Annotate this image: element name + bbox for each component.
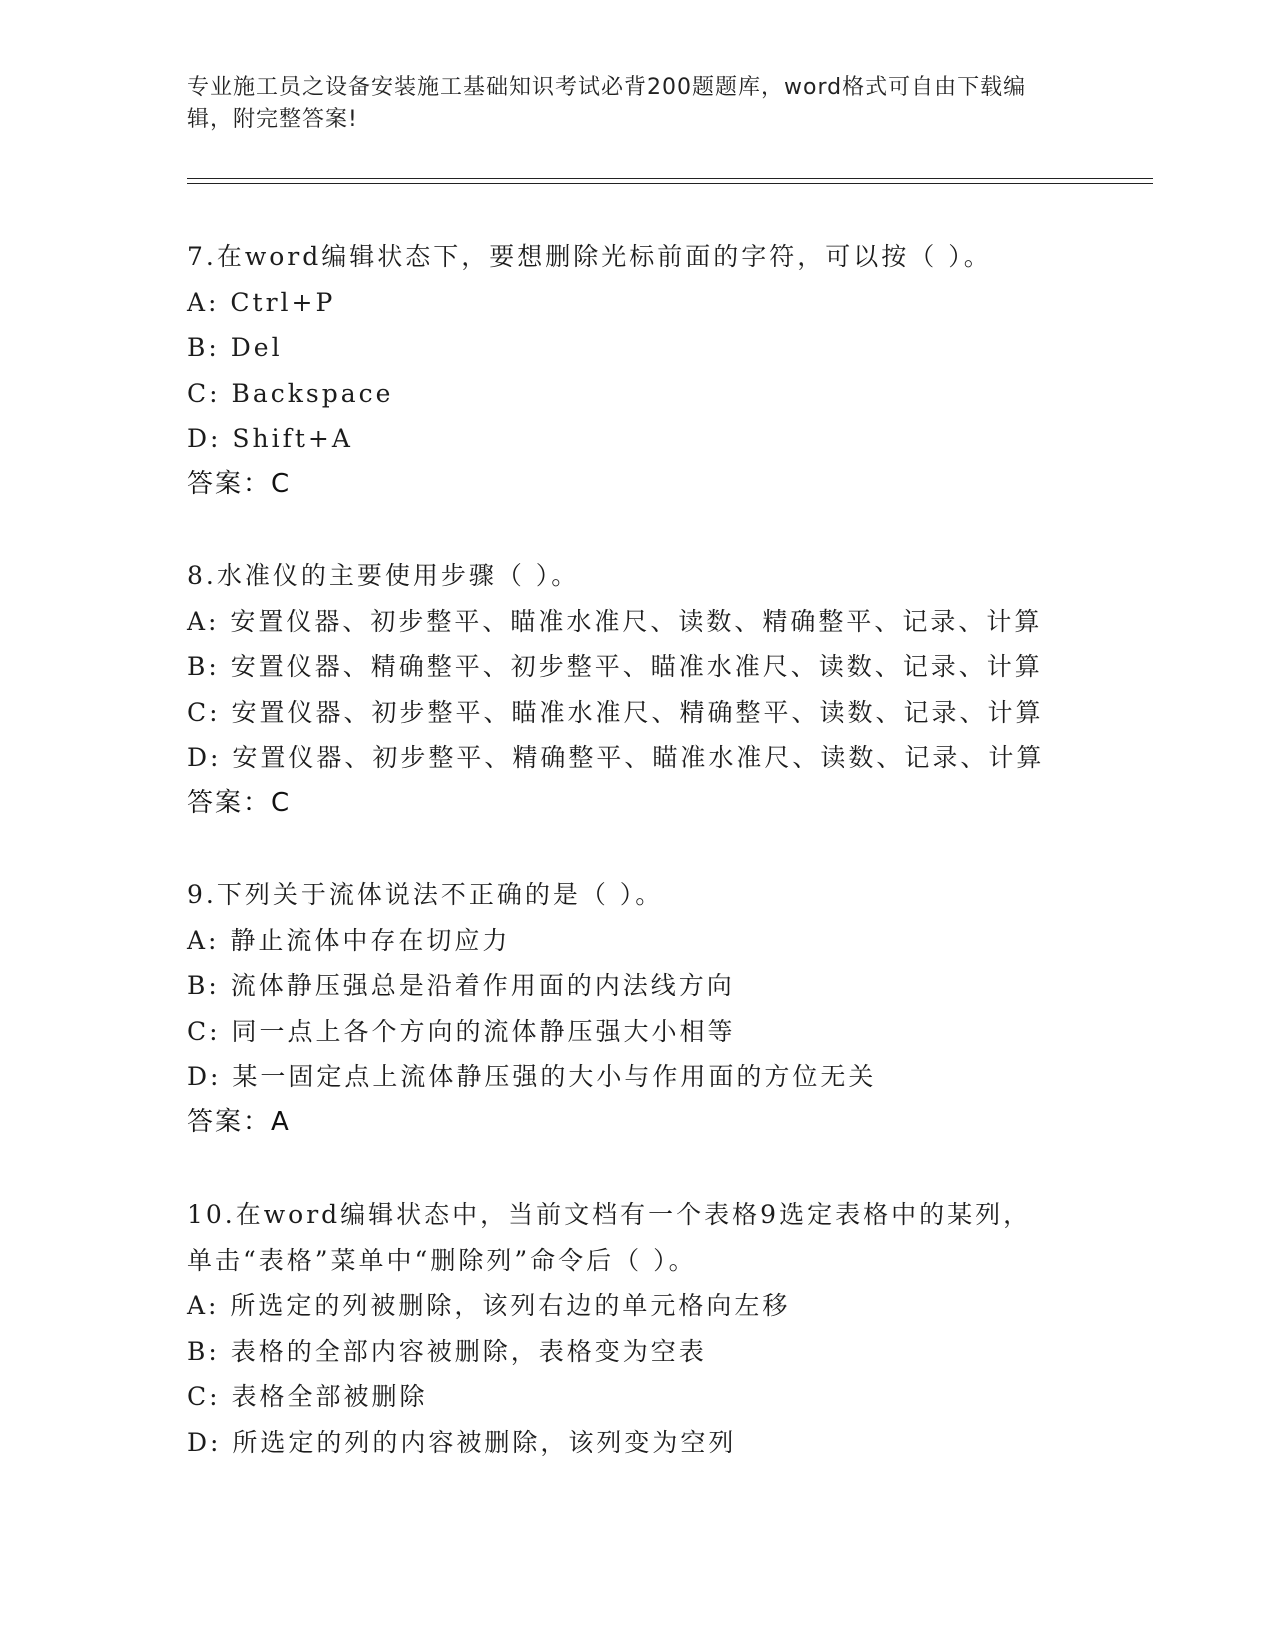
question-9 [187, 872, 1087, 1144]
option-b: B: 流体静压强总是沿着作用面的内法线方向 [187, 971, 735, 1000]
question-7 [187, 234, 1087, 506]
question-stem: 9.下列关于流体说法不正确的是（ ）。 [187, 880, 664, 909]
option-b: B: 表格的全部内容被删除，表格变为空表 [187, 1336, 707, 1366]
option-a: A: 所选定的列被删除，该列右边的单元格向左移 [187, 1291, 791, 1320]
answer: 答案：A [187, 1106, 291, 1137]
option-b: B: Del [187, 333, 283, 362]
option-c: C: Backspace [187, 378, 394, 408]
option-d: D: Shift+A [187, 424, 353, 453]
answer: 答案：C [187, 468, 292, 499]
document-header: 专业施工员之设备安装施工基础知识考试必背200题题库，word格式可自由下载编辑，附完整答案! [187, 75, 1027, 132]
header-rule-top [187, 178, 1153, 179]
answer: 答案：C [187, 787, 292, 818]
option-c: C: 表格全部被删除 [187, 1382, 428, 1411]
question-stem: 7.在word编辑状态下，要想删除光标前面的字符，可以按（ ）。 [187, 242, 992, 271]
option-d: D: 安置仪器、初步整平、精确整平、瞄准水准尺、读数、记录、计算 [187, 743, 1045, 772]
option-d: D: 某一固定点上流体静压强的大小与作用面的方位无关 [187, 1062, 877, 1091]
question-stem-line-1: 10.在word编辑状态中，当前文档有一个表格9选定表格中的某列， [187, 1200, 1032, 1229]
option-a: A: Ctrl+P [187, 287, 336, 317]
question-stem: 8.水准仪的主要使用步骤（ ）。 [187, 561, 580, 590]
option-d: D: 所选定的列的内容被删除，该列变为空列 [187, 1427, 737, 1457]
question-10 [187, 1192, 1087, 1465]
option-a: A: 安置仪器、初步整平、瞄准水准尺、读数、精确整平、记录、计算 [187, 606, 1043, 636]
option-c: C: 同一点上各个方向的流体静压强大小相等 [187, 1016, 736, 1046]
question-stem-line-2: 单击“表格”菜单中“删除列”命令后（ ）。 [187, 1245, 697, 1275]
header-rule-bottom [187, 183, 1153, 184]
option-b: B: 安置仪器、精确整平、初步整平、瞄准水准尺、读数、记录、计算 [187, 652, 1043, 681]
option-c: C: 安置仪器、初步整平、瞄准水准尺、精确整平、读数、记录、计算 [187, 697, 1044, 727]
option-a: A: 静止流体中存在切应力 [187, 925, 511, 955]
question-8 [187, 553, 1087, 825]
